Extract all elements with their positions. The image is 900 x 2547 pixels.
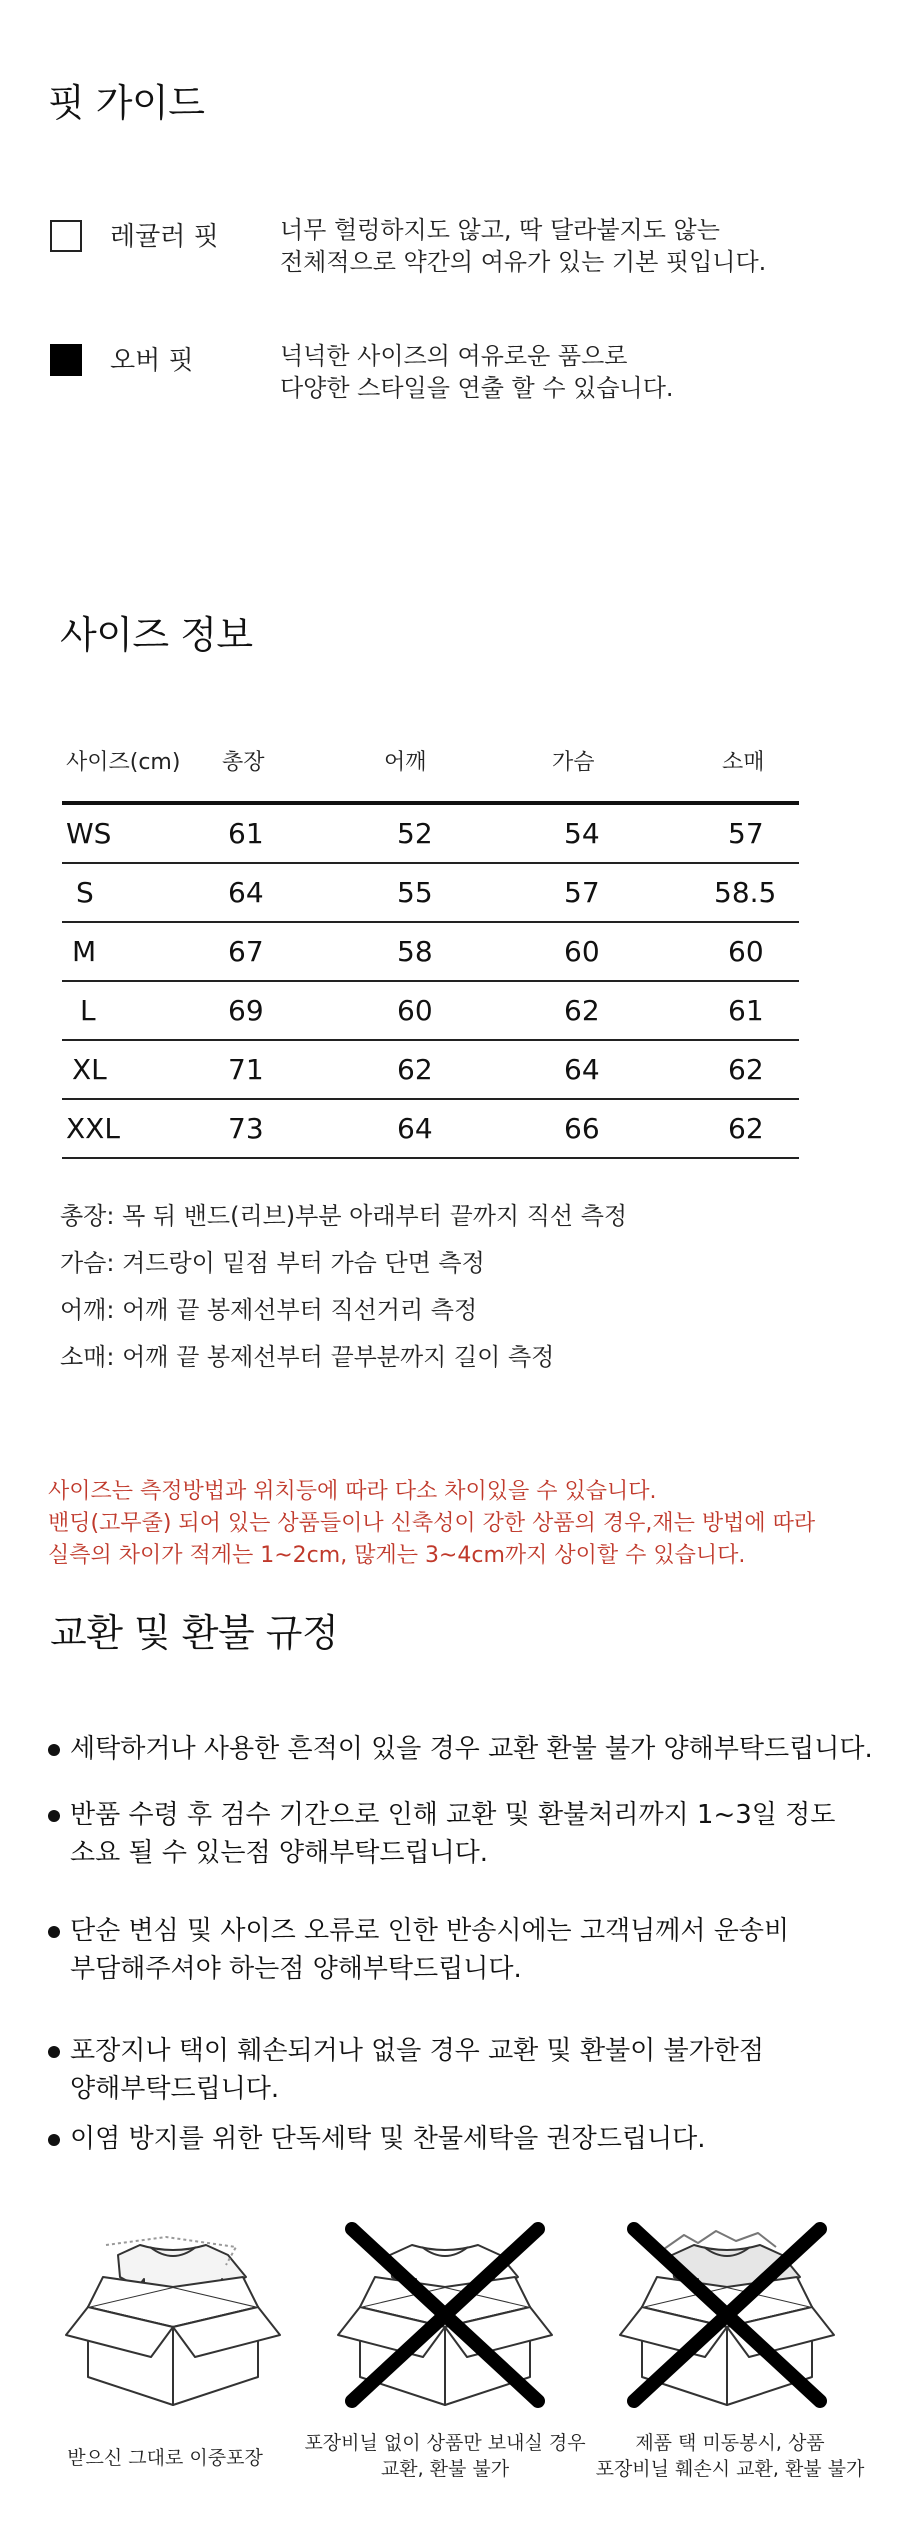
table-row [62,1041,799,1100]
policy-text: 양해부탁드립니다. [70,2074,280,2104]
caption-line: 받으신 그대로 이중포장 [67,2447,263,2469]
caption-line: 포장비닐 훼손시 교환, 환불 불가 [595,2458,865,2480]
cell-chest: 57 [564,876,600,909]
cell-length: 61 [228,817,264,850]
table-row [62,923,799,982]
exchange-policy-title: 교환 및 환불 규정 [50,1611,339,1655]
caption-line: 제품 택 미동봉시, 상품 [635,2432,825,2454]
cell-length: 71 [228,1053,264,1086]
regular-fit-label: 레귤러 핏 [110,222,219,252]
table-row [62,982,799,1041]
policy-item [48,2032,764,2108]
box-with-damaged-bag-crossed-icon [612,2215,842,2415]
cell-shoulder: 52 [397,817,433,850]
policy-item [48,1796,835,1872]
size-info-title: 사이즈 정보 [60,613,253,657]
table-header-shoulder: 어깨 [384,750,427,775]
over-fit-description [280,340,674,404]
cell-size: M [72,935,97,968]
box-with-bagged-shirt-icon [58,2215,288,2415]
illustration-caption [20,2445,310,2471]
over-fit-desc-line: 넉넉한 사이즈의 여유로운 품으로 [280,342,628,370]
illustration-caption [580,2430,880,2482]
box-with-unbagged-shirt-crossed-icon [330,2215,560,2415]
regular-fit-desc-line: 전체적으로 약간의 여유가 있는 기본 핏입니다. [280,248,767,276]
cell-chest: 66 [564,1112,600,1145]
policy-text: 세탁하거나 사용한 흔적이 있을 경우 교환 환불 불가 양해부탁드립니다. [70,1734,873,1764]
policy-text: 단순 변심 및 사이즈 오류로 인한 반송시에는 고객님께서 운송비 [70,1916,790,1946]
regular-fit-description [280,214,766,278]
bullet-icon [48,2046,60,2058]
cell-sleeve: 61 [728,994,764,1027]
table-row [62,1100,799,1159]
cell-shoulder: 60 [397,994,433,1027]
policy-text: 포장지나 택이 훼손되거나 없을 경우 교환 및 환불이 불가한점 [70,2036,765,2066]
over-fit-desc-line: 다양한 스타일을 연출 할 수 있습니다. [280,374,674,402]
table-row [62,864,799,923]
cell-size: L [80,994,96,1027]
bullet-icon [48,1926,60,1938]
measure-shoulder-note: 어깨: 어깨 끝 봉제선부터 직선거리 측정 [60,1296,478,1324]
illustration-caption [290,2430,600,2482]
cell-shoulder: 55 [397,876,433,909]
table-header-sleeve: 소매 [722,750,765,775]
cell-chest: 62 [564,994,600,1027]
fit-guide-title: 핏 가이드 [48,81,205,125]
table-row [62,805,799,864]
cell-sleeve: 62 [728,1112,764,1145]
over-fit-label: 오버 핏 [110,346,194,376]
policy-text: 이염 방지를 위한 단독세탁 및 찬물세탁을 권장드립니다. [70,2124,706,2154]
cell-shoulder: 64 [397,1112,433,1145]
measure-length-note: 총장: 목 뒤 밴드(리브)부분 아래부터 끝까지 직선 측정 [60,1202,628,1230]
cell-sleeve: 57 [728,817,764,850]
cell-length: 73 [228,1112,264,1145]
size-notice-line: 실측의 차이가 적게는 1~2cm, 많게는 3~4cm까지 상이할 수 있습니다. [48,1543,746,1568]
cell-length: 64 [228,876,264,909]
policy-text: 소요 될 수 있는점 양해부탁드립니다. [70,1838,489,1868]
size-notice-line: 사이즈는 측정방법과 위치등에 따라 다소 차이있을 수 있습니다. [48,1479,657,1504]
cell-size: XL [72,1053,107,1086]
table-header-chest: 가슴 [552,750,595,775]
cell-length: 67 [228,935,264,968]
cell-chest: 54 [564,817,600,850]
size-notice-line: 밴딩(고무줄) 되어 있는 상품들이나 신축성이 강한 상품의 경우,재는 방법에 따라 [48,1511,816,1536]
regular-fit-desc-line: 너무 헐렁하지도 않고, 딱 달라붙지도 않는 [280,216,720,244]
bullet-icon [48,1810,60,1822]
cell-shoulder: 62 [397,1053,433,1086]
cell-chest: 64 [564,1053,600,1086]
cell-sleeve: 62 [728,1053,764,1086]
cell-shoulder: 58 [397,935,433,968]
cell-length: 69 [228,994,264,1027]
measure-chest-note: 가슴: 겨드랑이 밑점 부터 가슴 단면 측정 [60,1249,485,1277]
caption-line: 포장비닐 없이 상품만 보내실 경우 [304,2432,586,2454]
policy-text: 반품 수령 후 검수 기간으로 인해 교환 및 환불처리까지 1~3일 정도 [70,1800,836,1830]
policy-item [48,2120,706,2158]
bullet-icon [48,2134,60,2146]
cell-size: WS [66,817,112,850]
policy-text: 부담해주셔야 하는점 양해부탁드립니다. [70,1954,522,1984]
caption-line: 교환, 환불 불가 [380,2458,510,2480]
table-header-length: 총장 [222,750,265,775]
row-divider [62,1157,799,1159]
over-fit-swatch-icon [50,344,82,376]
cell-size: XXL [66,1112,120,1145]
cell-chest: 60 [564,935,600,968]
cell-size: S [76,876,94,909]
policy-item [48,1730,873,1768]
regular-fit-swatch-icon [50,220,82,252]
policy-item [48,1912,789,1988]
bullet-icon [48,1744,60,1756]
cell-sleeve: 60 [728,935,764,968]
cell-sleeve: 58.5 [714,876,777,909]
table-header-size: 사이즈(cm) [66,750,181,775]
measure-sleeve-note: 소매: 어깨 끝 봉제선부터 끝부분까지 길이 측정 [60,1343,555,1371]
